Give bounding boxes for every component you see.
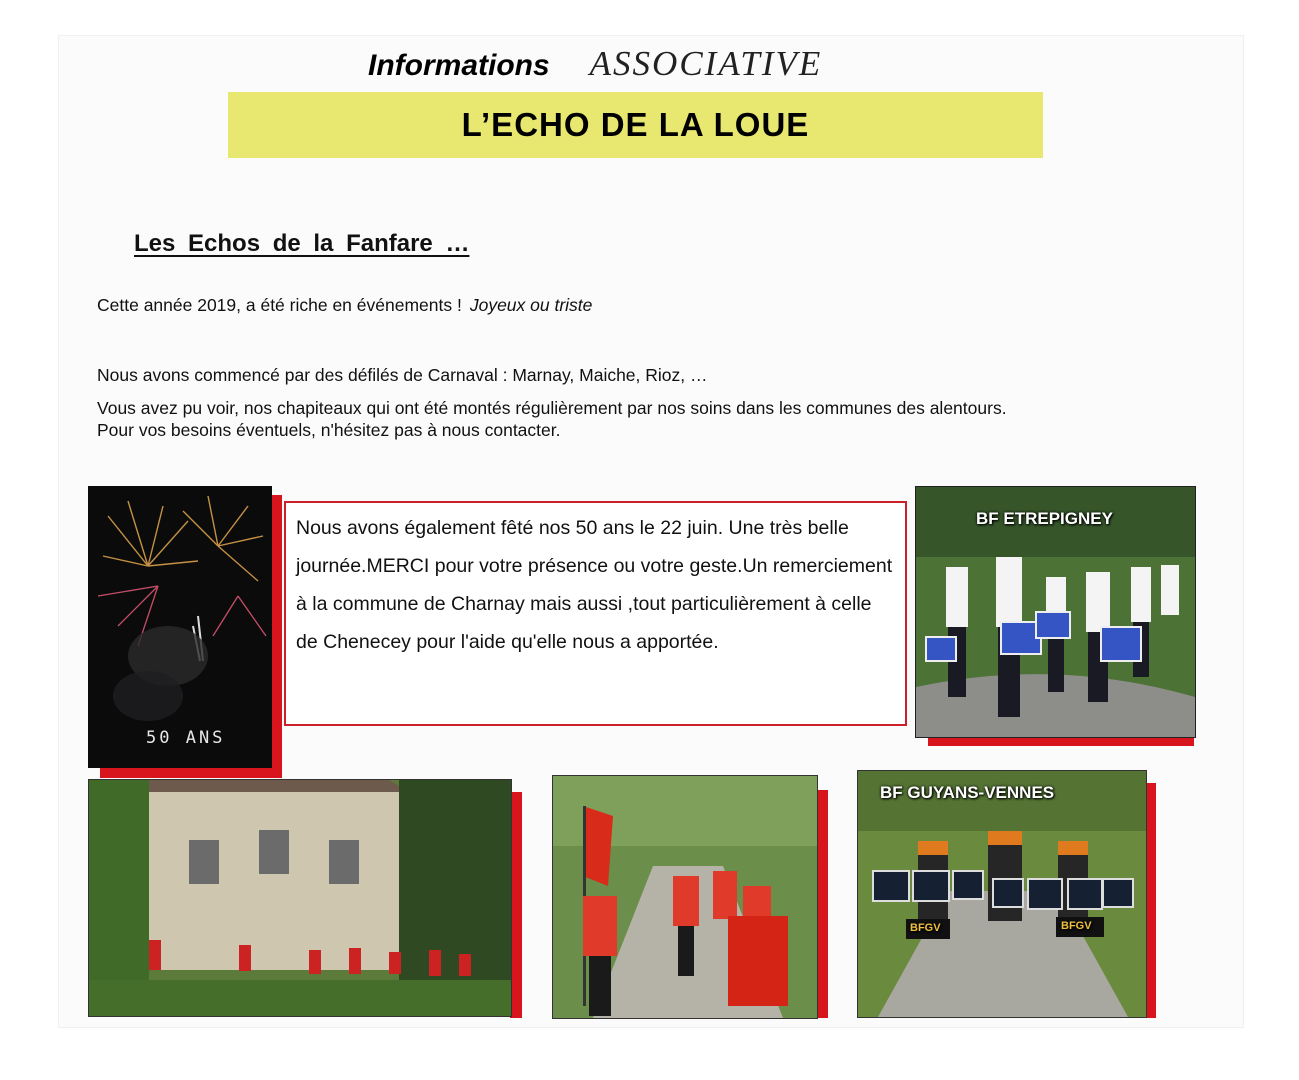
body-line-1-italic: Joyeux ou triste [469,295,593,315]
guyans-caption: BF GUYANS-VENNES [880,783,1055,802]
village-house-photo [88,779,512,1017]
body-line-3: Vous avez pu voir, nos chapiteaux qui ont été montés régulièrement par nos soins dans les communes des alentours. [97,398,1007,418]
callout-text: Nous avons également fêté nos 50 ans le 22 juin. Une très belle journée.MERCI pour votre présence ou votre geste.Un remerciement à la commune de Charnay mais aussi ,tout particulièrement à celle de Chenecey pour l'aide qu'elle nous a apportée. [296,517,893,653]
guyans-vennes-photo [857,770,1147,1018]
callout-box [284,501,907,726]
drum-band-image [858,771,1146,1017]
body-line-1 [97,295,592,316]
drum-label-left: BFGV [910,922,941,934]
red-parade-image [553,776,817,1018]
title-banner [228,92,1043,158]
etrepigney-caption: BF ETREPIGNEY [976,509,1113,528]
body-line-4: Pour vos besoins éventuels, n'hésitez pas à nous contacter. [97,420,561,440]
banner-title: L’ECHO DE LA LOUE [461,106,810,143]
fireworks-caption: 50 ANS [146,728,226,748]
body-line-3-4 [97,397,1007,441]
body-line-2: Nous avons commencé par des défilés de Carnaval : Marnay, Maiche, Rioz, … [97,365,708,385]
header-informations: Informations [368,49,550,82]
section-title: Les Echos de la Fanfare … [134,230,470,257]
fireworks-image [88,486,272,768]
drum-label-right: BFGV [1061,920,1092,932]
header-associative: ASSOCIATIVE [589,44,823,83]
etrepigney-photo [915,486,1196,738]
village-house-image [89,780,511,1016]
fireworks-photo [88,486,272,768]
body-line-1-text: Cette année 2019, a été riche en événements ! [97,295,462,315]
red-parade-photo [552,775,818,1019]
header [368,44,822,84]
